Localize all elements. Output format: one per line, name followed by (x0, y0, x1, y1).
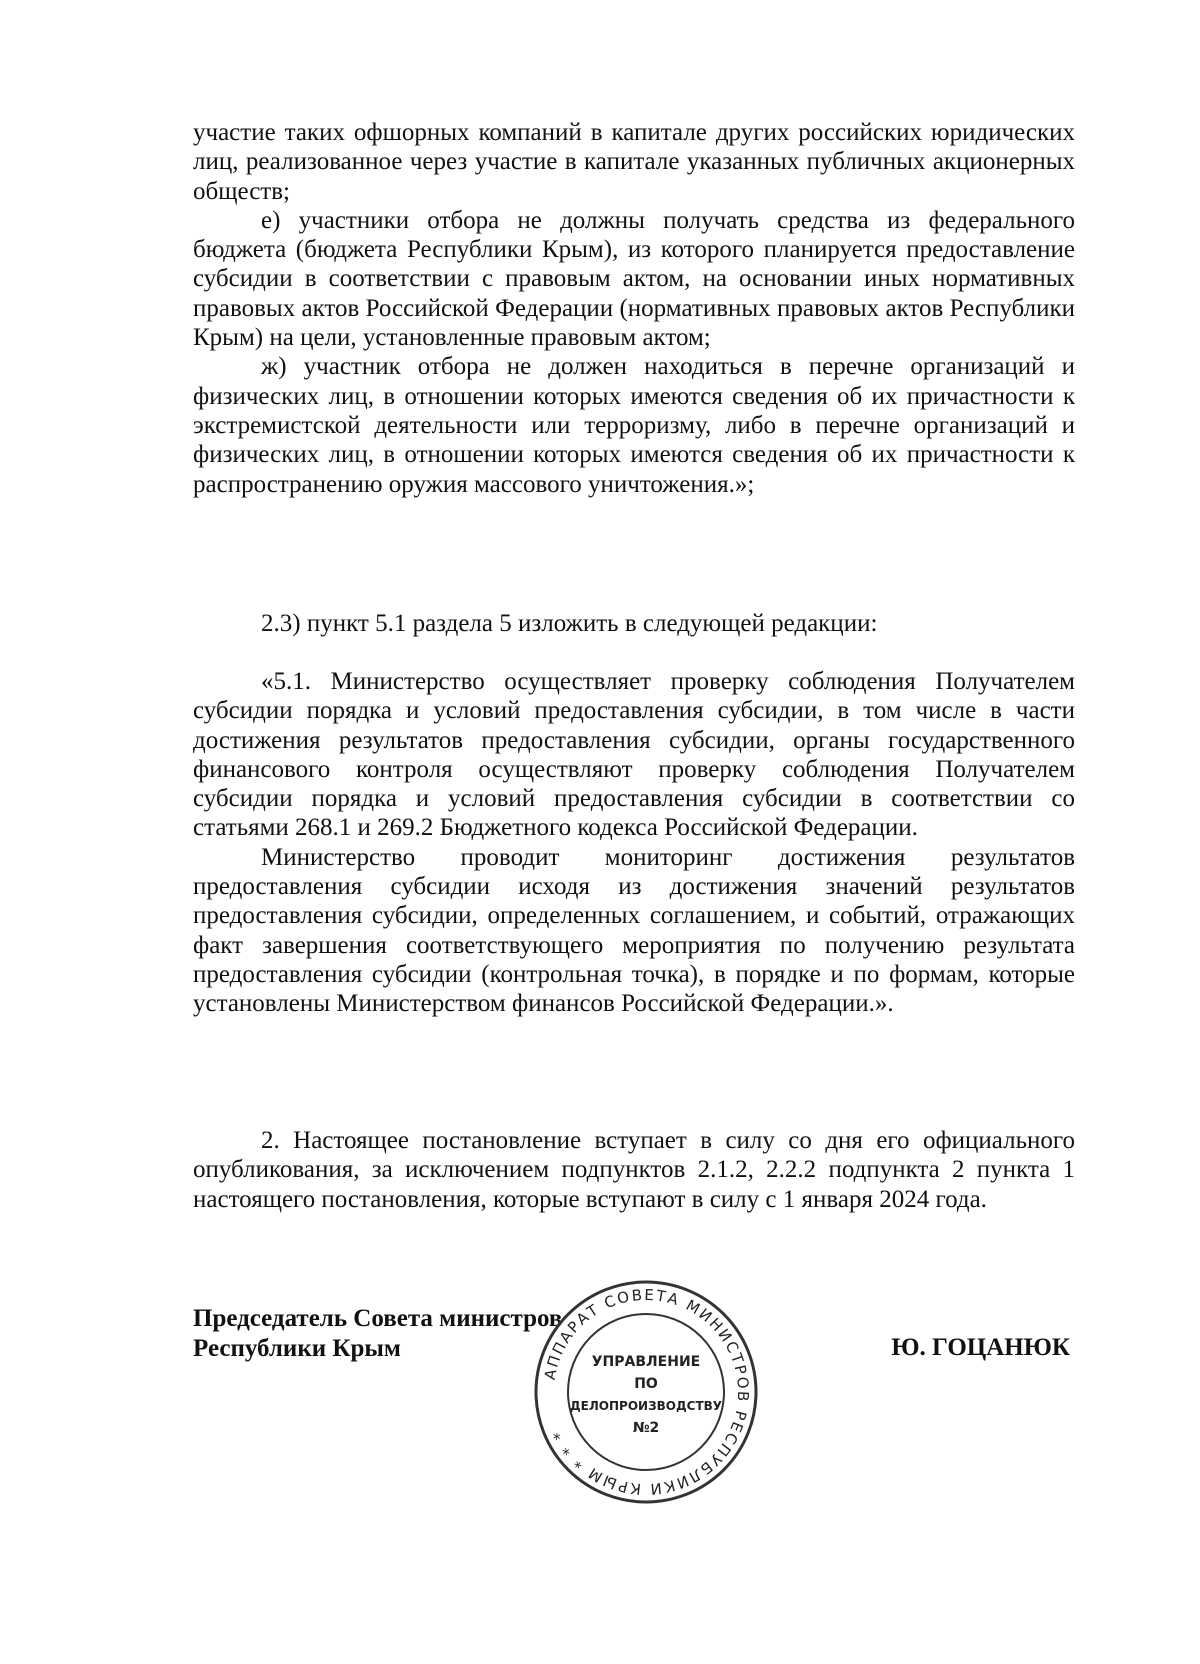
official-stamp (532, 1278, 760, 1506)
signatory-name: Ю. ГОЦАНЮК (891, 1334, 1070, 1361)
paragraph-item-2-3: 2.3) пункт 5.1 раздела 5 изложить в следующей редакции: (261, 610, 878, 637)
item-2-3 (193, 609, 1075, 638)
stamp-line-4: №2 (632, 1420, 660, 1436)
item-2 (193, 1126, 1075, 1214)
paragraph-5-1: «5.1. Министерство осуществляет проверку соблюдения Получателем субсидии порядка и условий предоставления субсидии, в том числе в части достижения результатов предоставления субсидии, органы государственного финансового контроля осуществляют проверку соблюдения Получателем субсидии порядка и условий предоставления субсидии в соответствии со статьями 268.1 и 269.2 Бюджетного кодекса Российской Федерации. (193, 668, 1075, 842)
paragraph-monitoring: Министерство проводит мониторинг достижения результатов предоставления субсидии исходя из достижения значений результатов предоставления субсидии, определенных соглашением, и событий, отражающих факт завершения соответствующего мероприятия по получению результата предоставления субсидии (контрольная точка), в порядке и по формам, которые установлены Министерством финансов Российской Федерации.». (193, 843, 1075, 1018)
stamp-line-3: ДЕЛОПРОИЗВОДСТВУ (569, 1399, 723, 1413)
signatory-title (193, 1304, 562, 1364)
paragraphs-top (193, 118, 1075, 499)
paragraph-offshore: участие таких офшорных компаний в капитале других российских юридических лиц, реализованное через участие в капитале указанных публичных акционерных обществ; (193, 119, 1075, 205)
section-5-1 (193, 667, 1075, 1019)
paragraph-item-zh: ж) участник отбора не должен находиться в перечне организаций и физических лиц, в отношении которых имеются сведения об их причастности к экстремистской деятельности или терроризму, либо в перечне организаций и физических лиц, в отношении которых имеются сведения об их причастности к распространению оружия массового уничтожения.»; (193, 353, 1075, 498)
stamp-line-1: УПРАВЛЕНИЕ (591, 1354, 701, 1370)
signatory-title-line-2: Республики Крым (193, 1335, 401, 1362)
paragraph-item-2: 2. Настоящее постановление вступает в силу со дня его официального опубликования, за исключением подпунктов 2.1.2, 2.2.2 подпункта 2 пункта 1 настоящего постановления, которые вступают в силу с 1 января 2024 года. (193, 1127, 1075, 1213)
signatory-title-line-1: Председатель Совета министров (193, 1305, 563, 1332)
paragraph-item-e: е) участники отбора не должны получать средства из федерального бюджета (бюджета Республики Крым), из которого планируется предоставление субсидии в соответствии с правовым актом, на основании иных нормативных правовых актов Российской Федерации (нормативных правовых актов Республики Крым) на цели, установленные правовым актом; (193, 206, 1075, 352)
stamp-outer-text: АППАРАТ СОВЕТА МИНИСТРОВ РЕСПУБЛИКИ КРЫМ * * * (540, 1285, 753, 1499)
stamp-line-2: ПО (634, 1376, 658, 1392)
